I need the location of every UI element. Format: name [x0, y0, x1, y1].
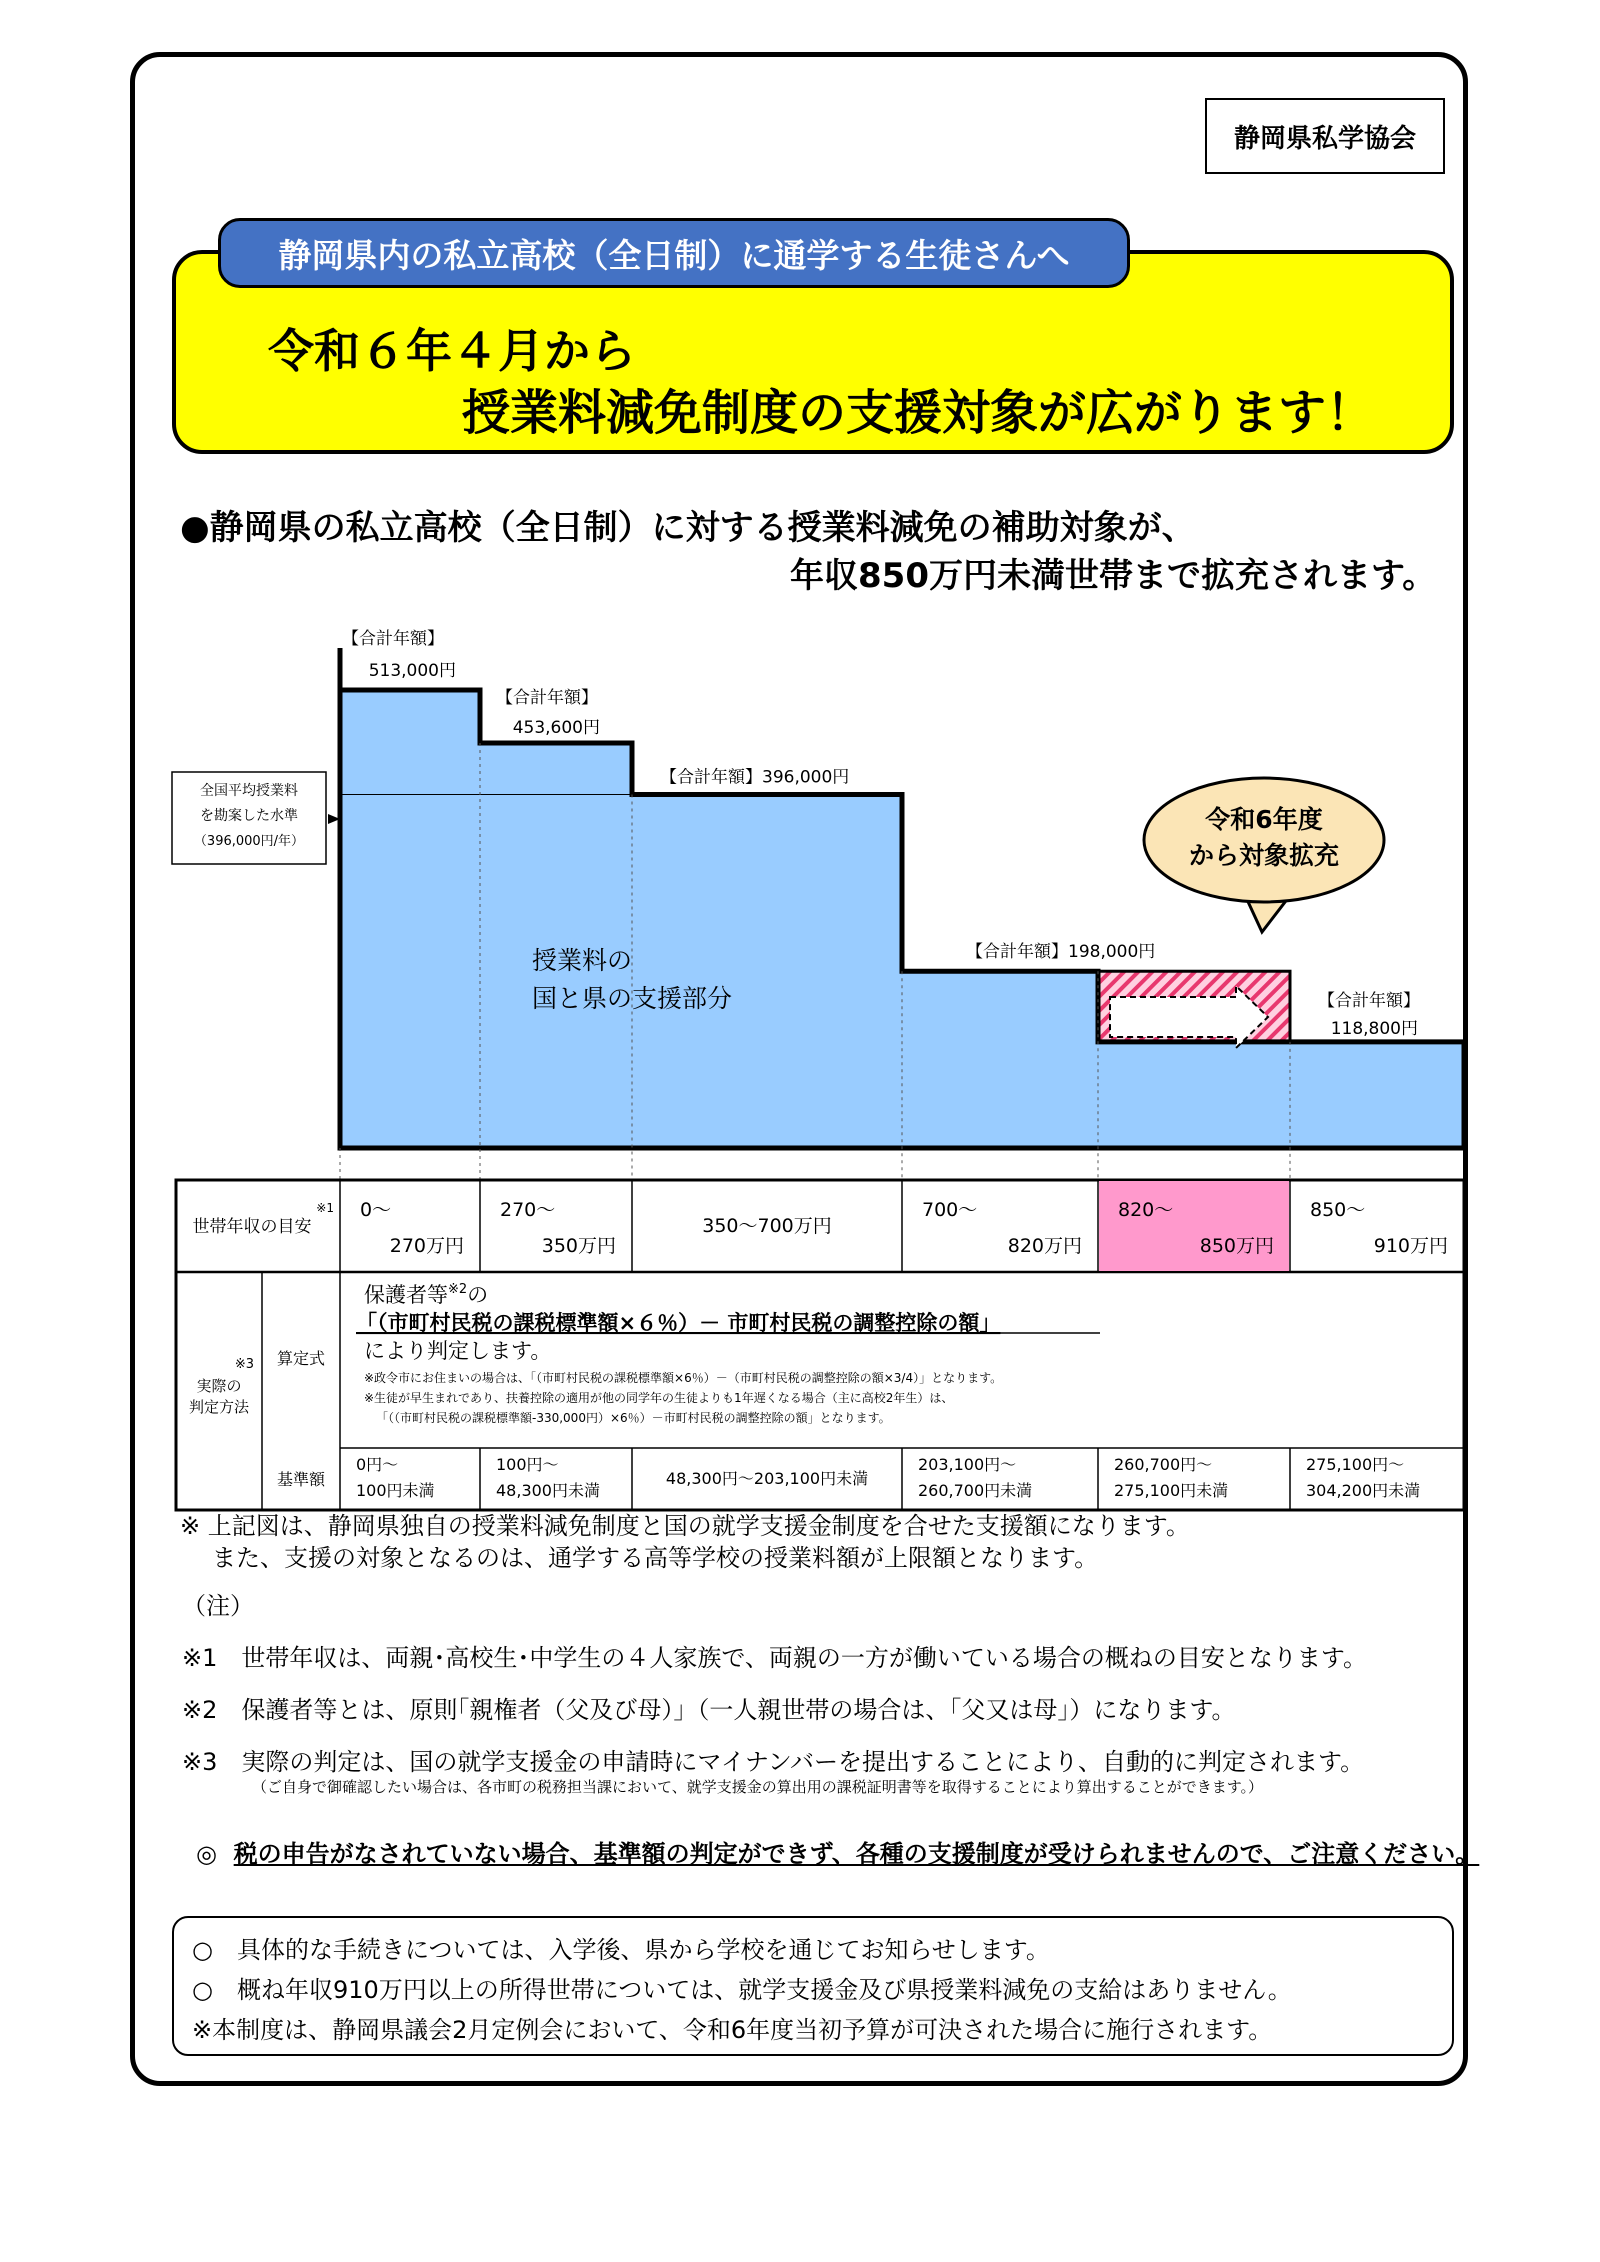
formula-intro: [364, 1282, 488, 1307]
base-cell: 48,300円～203,100円未満: [665, 1469, 869, 1488]
reference-label-2: を勘案した水準: [200, 808, 298, 824]
method-note: ※3: [234, 1357, 254, 1372]
income-note: ※1: [316, 1201, 334, 1215]
reference-label-3: （396,000円/年）: [193, 834, 305, 849]
info-line-3: ※本制度は、静岡県議会2月定例会において、令和6年度当初予算が可決された場合に施行されます。: [192, 2016, 1273, 2044]
income-cell: 350～700万円: [702, 1215, 832, 1237]
formula-intro-suffix: の: [467, 1283, 489, 1307]
note-3-sub: （ご自身で御確認したい場合は、各市町の税務担当課において、就学支援金の算出用の課税証明書等を取得することにより算出することができます。）: [252, 1778, 1264, 1796]
base-cell-from: 100円～: [496, 1455, 559, 1474]
bar-4: [902, 971, 1098, 1148]
highlight-income-cell: [1099, 1181, 1289, 1271]
method-header-1: 実際の: [196, 1377, 242, 1395]
base-cell-to: 100円未満: [356, 1481, 435, 1500]
method-header-2: 判定方法: [188, 1398, 250, 1416]
value-label-head: 【合計年額】: [1318, 990, 1420, 1011]
warning-line: [196, 1834, 1479, 1869]
formula-note1: ※政令市にお住まいの場合は、「（市町村民税の課税標準額×6％）－（市町村民税の調整控除の額×3/4）」となります。: [364, 1371, 1003, 1385]
value-label-amount: 453,600円: [512, 718, 600, 739]
formula-main: 「（市町村民税の課税標準額×６％）－ 市町村民税の調整控除の額」: [356, 1311, 1001, 1335]
area-label-2: 国と県の支援部分: [532, 984, 733, 1013]
warning-text: 税の申告がなされていない場合、基準額の判定ができず、各種の支援制度が受けられませんので、ご注意ください。: [233, 1840, 1480, 1868]
formula-judge: により判定します。: [364, 1339, 552, 1363]
audience-tab: 静岡県内の私立高校（全日制）に通学する生徒さんへ: [218, 218, 1130, 288]
income-header: 世帯年収の目安: [192, 1217, 312, 1237]
note-1: ※1 世帯年収は、両親･高校生･中学生の４人家族で、両親の一方が働いている場合の概ねの目安となります。: [182, 1644, 1367, 1672]
income-cell-to: 910万円: [1373, 1235, 1448, 1257]
reference-label-1: 全国平均授業料: [200, 783, 298, 799]
value-label-amount: 513,000円: [368, 661, 456, 681]
info-line-1: ○ 具体的な手続きについては、入学後、県から学校を通じてお知らせします。: [192, 1936, 1050, 1964]
value-label-head: 【合計年額】: [496, 688, 598, 709]
base-cell-to: 260,700円未満: [918, 1481, 1033, 1500]
bar-1: [340, 690, 480, 1148]
base-cell-to: 48,300円未満: [496, 1481, 600, 1500]
warning-mark: ◎: [196, 1840, 217, 1868]
value-label-head: 【合計年額】396,000円: [660, 767, 850, 788]
formula-intro-text: 保護者等: [364, 1283, 448, 1307]
callout-line1: 令和6年度: [1205, 805, 1323, 834]
headline-line2: 授業料減免制度の支援対象が広がります！: [462, 385, 1375, 441]
summary-note-1: ※ 上記図は、静岡県独自の授業料減免制度と国の就学支援金制度を合せた支援額になります。: [180, 1512, 1190, 1540]
info-line-2: ○ 概ね年収910万円以上の所得世帯については、就学支援金及び県授業料減免の支給はありません。: [192, 1976, 1292, 2004]
income-cell-to: 850万円: [1199, 1235, 1274, 1257]
bar-6: [1290, 1042, 1464, 1148]
base-cell-to: 304,200円未満: [1306, 1481, 1421, 1500]
formula-note2: ※生徒が早生まれであり、扶養控除の適用が他の同学年の生徒よりも1年遅くなる場合（主に高校2年生）は、: [364, 1391, 954, 1405]
income-cell-from: 820～: [1118, 1199, 1174, 1221]
callout-line2: から対象拡充: [1188, 841, 1340, 870]
headline-line1: 令和６年４月から: [268, 324, 636, 378]
organization-name: 静岡県私学協会: [1205, 98, 1445, 174]
formula-intro-note: ※2: [448, 1282, 468, 1297]
income-cell-to: 270万円: [389, 1235, 464, 1257]
base-cell-from: 203,100円～: [918, 1455, 1017, 1474]
summary-note-2: また、支援の対象となるのは、通学する高等学校の授業料額が上限額となります。: [212, 1544, 1099, 1572]
value-label-head: 【合計年額】: [342, 629, 444, 649]
value-label-amount: 118,800円: [1330, 1018, 1418, 1039]
bar-highlight-base: [1100, 1042, 1289, 1148]
notes-heading: （注）: [182, 1592, 254, 1620]
income-cell-from: 850～: [1310, 1199, 1366, 1221]
lead-line2: 年収850万円未満世帯まで拡充されます。: [790, 556, 1437, 596]
formula-header: 算定式: [276, 1349, 326, 1368]
area-label-1: 授業料の: [532, 946, 633, 975]
income-cell-to: 350万円: [541, 1235, 616, 1257]
base-cell-from: 260,700円～: [1114, 1455, 1213, 1474]
note-2: ※2 保護者等とは、原則｢親権者（父及び母）｣（一人親世帯の場合は、｢父又は母｣）になります。: [182, 1696, 1236, 1724]
lead-line1: ●静岡県の私立高校（全日制）に対する授業料減免の補助対象が、: [180, 508, 1196, 548]
base-cell-to: 275,100円未満: [1114, 1481, 1229, 1500]
base-cell-from: 0円～: [356, 1455, 399, 1474]
income-cell-from: 270～: [500, 1199, 556, 1221]
bar-3: [632, 794, 902, 1148]
base-cell-from: 275,100円～: [1306, 1455, 1405, 1474]
note-3: ※3 実際の判定は、国の就学支援金の申請時にマイナンバーを提出することにより、自動的に判定されます。: [182, 1748, 1365, 1776]
formula-note3: 「（（市町村民税の課税標準額-330,000円）×6％）－市町村民税の調整控除の額」となります。: [376, 1411, 891, 1425]
info-box: [172, 1916, 1454, 2056]
value-label-head: 【合計年額】198,000円: [966, 942, 1156, 963]
base-header: 基準額: [276, 1470, 326, 1489]
income-cell-to: 820万円: [1007, 1235, 1082, 1257]
income-cell-from: 700～: [922, 1199, 978, 1221]
income-cell-from: 0～: [360, 1199, 392, 1221]
